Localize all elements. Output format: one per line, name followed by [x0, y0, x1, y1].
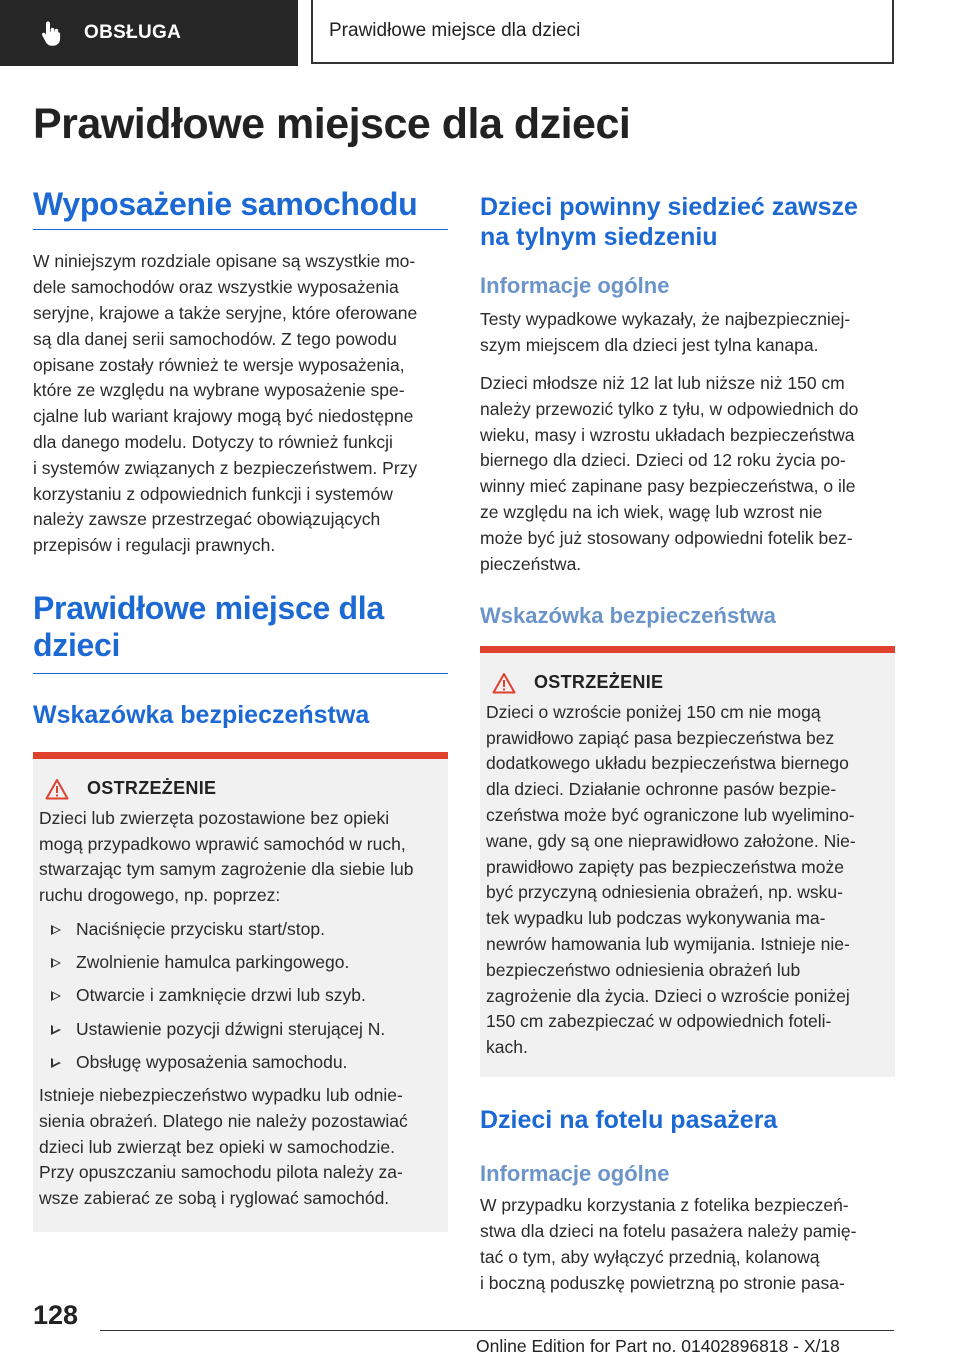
text-line: pieczeństwa.: [480, 553, 582, 574]
equipment-paragraph: [33, 249, 448, 559]
list-item-text: Zwolnienie hamulca parkingowego.: [76, 952, 350, 973]
bullet-triangle-icon: [51, 958, 61, 968]
text-line: być przyczyną odniesienia obrażeń, np. wsku-: [486, 882, 843, 903]
text-line: dzieci lub zwierząt bez opieki w samochodzie.: [39, 1136, 395, 1157]
list-item: [39, 983, 442, 1009]
text-line: 150 cm zabezpieczać w odpowiednich foteli-: [486, 1011, 832, 1032]
text-line: tać o tym, aby wyłączyć przednią, kolanową: [480, 1246, 820, 1267]
text-line: dla dzieci. Działanie ochronne pasów bezpie-: [486, 779, 837, 800]
bullet-triangle-icon: [51, 991, 61, 1001]
warning-box-right: [480, 646, 895, 1077]
bullet-triangle-icon: [51, 1025, 61, 1035]
warning-bullet-list: [39, 917, 442, 1076]
general-paragraph-3: [480, 1193, 895, 1296]
section-tab-label: OBSŁUGA: [84, 22, 182, 43]
warning-intro: [39, 806, 442, 909]
text-line: Dzieci lub zwierzęta pozostawione bez opieki: [39, 807, 390, 828]
list-item: [39, 917, 442, 943]
text-line: W przypadku korzystania z fotelika bezpieczeń-: [480, 1195, 849, 1216]
text-line: dodatkowego układu bezpieczeństwa biernego: [486, 753, 849, 774]
text-line: newrów hamowania lub wymijania. Istnieje nie-: [486, 933, 850, 954]
text-line: cjalne lub wariant krajowy mogą być niedostępne: [33, 406, 414, 427]
text-line: należy zawsze przestrzegać obowiązujących: [33, 509, 381, 530]
warning-box-left: [33, 752, 448, 1232]
heading-general-info-1: Informacje ogólne: [480, 273, 670, 298]
heading-child-place: Prawidłowe miejsce dla dzieci: [33, 590, 384, 664]
list-item-text: Obsługę wyposażenia samochodu.: [76, 1051, 348, 1072]
text-line: winny mieć zapinane pasy bezpieczeństwa, o ile: [480, 476, 856, 497]
list-item-text: Naciśnięcie przycisku start/stop.: [76, 919, 325, 940]
footer-divider: [100, 1330, 894, 1331]
text-line: przepisów i regulacji prawnych.: [33, 535, 276, 556]
text-line: sienia obrażeń. Dlatego nie należy pozostawiać: [39, 1110, 408, 1131]
footer-edition: Online Edition for Part no. 01402896818 - X/18: [476, 1336, 840, 1356]
text-line: Testy wypadkowe wykazały, że najbezpieczniej-: [480, 309, 851, 330]
text-line: Istnieje niebezpieczeństwo wypadku lub odnie-: [39, 1085, 403, 1105]
general-paragraph-2: [480, 371, 895, 577]
list-item: [39, 950, 442, 976]
text-line: zagrożenie dla życia. Dzieci o wzroście poniżej: [486, 985, 850, 1006]
heading-safety-left: Wskazówka bezpieczeństwa: [33, 700, 370, 729]
heading-rear-seat: Dzieci powinny siedzieć zawsze na tylnym siedzeniu: [480, 193, 858, 251]
warning-triangle-icon: [492, 672, 516, 694]
text-line: stwarzając tym samym zagrożenie dla siebie lub: [39, 859, 414, 880]
text-line: bezpieczeństwo odniesienia obrażeń lub: [486, 959, 801, 980]
heading-general-info-2: Informacje ogólne: [480, 1160, 670, 1186]
text-line: biernego dla dzieci. Dzieci od 12 roku życia po-: [480, 450, 846, 471]
text-line: szym miejscem dla dzieci jest tylna kanapa.: [480, 335, 819, 356]
text-line: może być już stosowany odpowiedni fotelik bez-: [480, 527, 853, 548]
text-line: Dzieci młodsze niż 12 lat lub niższe niż 150 cm: [480, 372, 845, 393]
warning-triangle-icon: [45, 778, 69, 800]
section-tab[interactable]: [0, 0, 298, 66]
text-line: wane, gdy są one nieprawidłowo założone. Nie-: [486, 830, 856, 851]
text-line: wieku, masy i wzrostu układach bezpieczeństwa: [480, 424, 855, 445]
text-line: wsze zabierać ze sobą i ryglować samochód.: [39, 1188, 390, 1209]
warning-title: OSTRZEŻENIE: [534, 672, 664, 693]
warning-outro: [39, 1083, 442, 1212]
list-item: [39, 1017, 442, 1043]
text-line: W niniejszym rozdziale opisane są wszystkie mo-: [33, 251, 416, 272]
text-line: korzystaniu z odpowiednich funkcji i systemów: [33, 483, 393, 504]
text-line: dla danego modelu. Dotyczy to również funkcji: [33, 432, 393, 453]
chapter-tab-label: Prawidłowe miejsce dla dzieci: [329, 20, 581, 41]
text-line: ruchu drogowego, np. poprzez:: [39, 885, 281, 906]
text-line: seryjne, krajowe a także seryjne, które oferowane: [33, 303, 418, 324]
heading-equipment: Wyposażenie samochodu: [33, 186, 448, 230]
text-line: i boczną poduszkę powietrzną po stronie pasa-: [480, 1272, 845, 1293]
warning-text: [486, 700, 889, 1061]
text-line: stwa dla dzieci na fotelu pasażera należy pamię-: [480, 1221, 857, 1242]
text-line: prawidłowo zapiąć pasa bezpieczeństwa bez: [486, 727, 835, 748]
text-line: opisane zostały również te wersje wyposażenia,: [33, 354, 405, 375]
text-line: które ze względu na wybrane wyposażenie spe-: [33, 380, 405, 401]
text-line: ze względu na ich wiek, wagę lub wzrost nie: [480, 501, 823, 522]
text-line: Przy opuszczaniu samochodu pilota należy za-: [39, 1162, 403, 1183]
text-line: kach.: [486, 1037, 528, 1058]
text-line: czeństwa może być ograniczone lub wyelimino-: [486, 804, 855, 825]
left-column: [33, 186, 448, 1232]
warning-header: [486, 669, 889, 697]
heading-divider: [33, 673, 448, 674]
text-line: tek wypadku lub podczas wykonywania ma-: [486, 908, 826, 929]
hand-pointer-icon: [40, 20, 62, 46]
right-column: [480, 192, 895, 1296]
list-item-text: Ustawienie pozycji dźwigni sterującej N.: [76, 1018, 386, 1039]
list-item: [39, 1050, 442, 1076]
text-line: są dla danej serii samochodów. Z tego powodu: [33, 328, 397, 349]
text-line: należy przewozić tylko z tyłu, w odpowiednich do: [480, 398, 859, 419]
warning-header: [39, 775, 442, 803]
page-title: Prawidłowe miejsce dla dzieci: [33, 100, 631, 148]
page-number: 128: [33, 1300, 79, 1330]
text-line: dele samochodów oraz wszystkie wyposażenia: [33, 277, 399, 298]
general-paragraph-1: [480, 307, 895, 359]
text-line: Dzieci o wzroście poniżej 150 cm nie mogą: [486, 701, 821, 722]
bullet-triangle-icon: [51, 1058, 61, 1068]
text-line: prawidłowo zapięty pas bezpieczeństwa może: [486, 856, 844, 877]
warning-title: OSTRZEŻENIE: [87, 778, 217, 799]
chapter-tab[interactable]: [311, 0, 894, 64]
bullet-triangle-icon: [51, 925, 61, 935]
text-line: mogą przypadkowo wprawić samochód w ruch,: [39, 833, 406, 854]
header-bar: [0, 0, 960, 66]
list-item-text: Otwarcie i zamknięcie drzwi lub szyb.: [76, 985, 366, 1006]
text-line: i systemów związanych z bezpieczeństwem. Przy: [33, 457, 418, 478]
heading-safety-right: Wskazówka bezpieczeństwa: [480, 603, 776, 629]
heading-passenger-seat: Dzieci na fotelu pasażera: [480, 1105, 778, 1134]
